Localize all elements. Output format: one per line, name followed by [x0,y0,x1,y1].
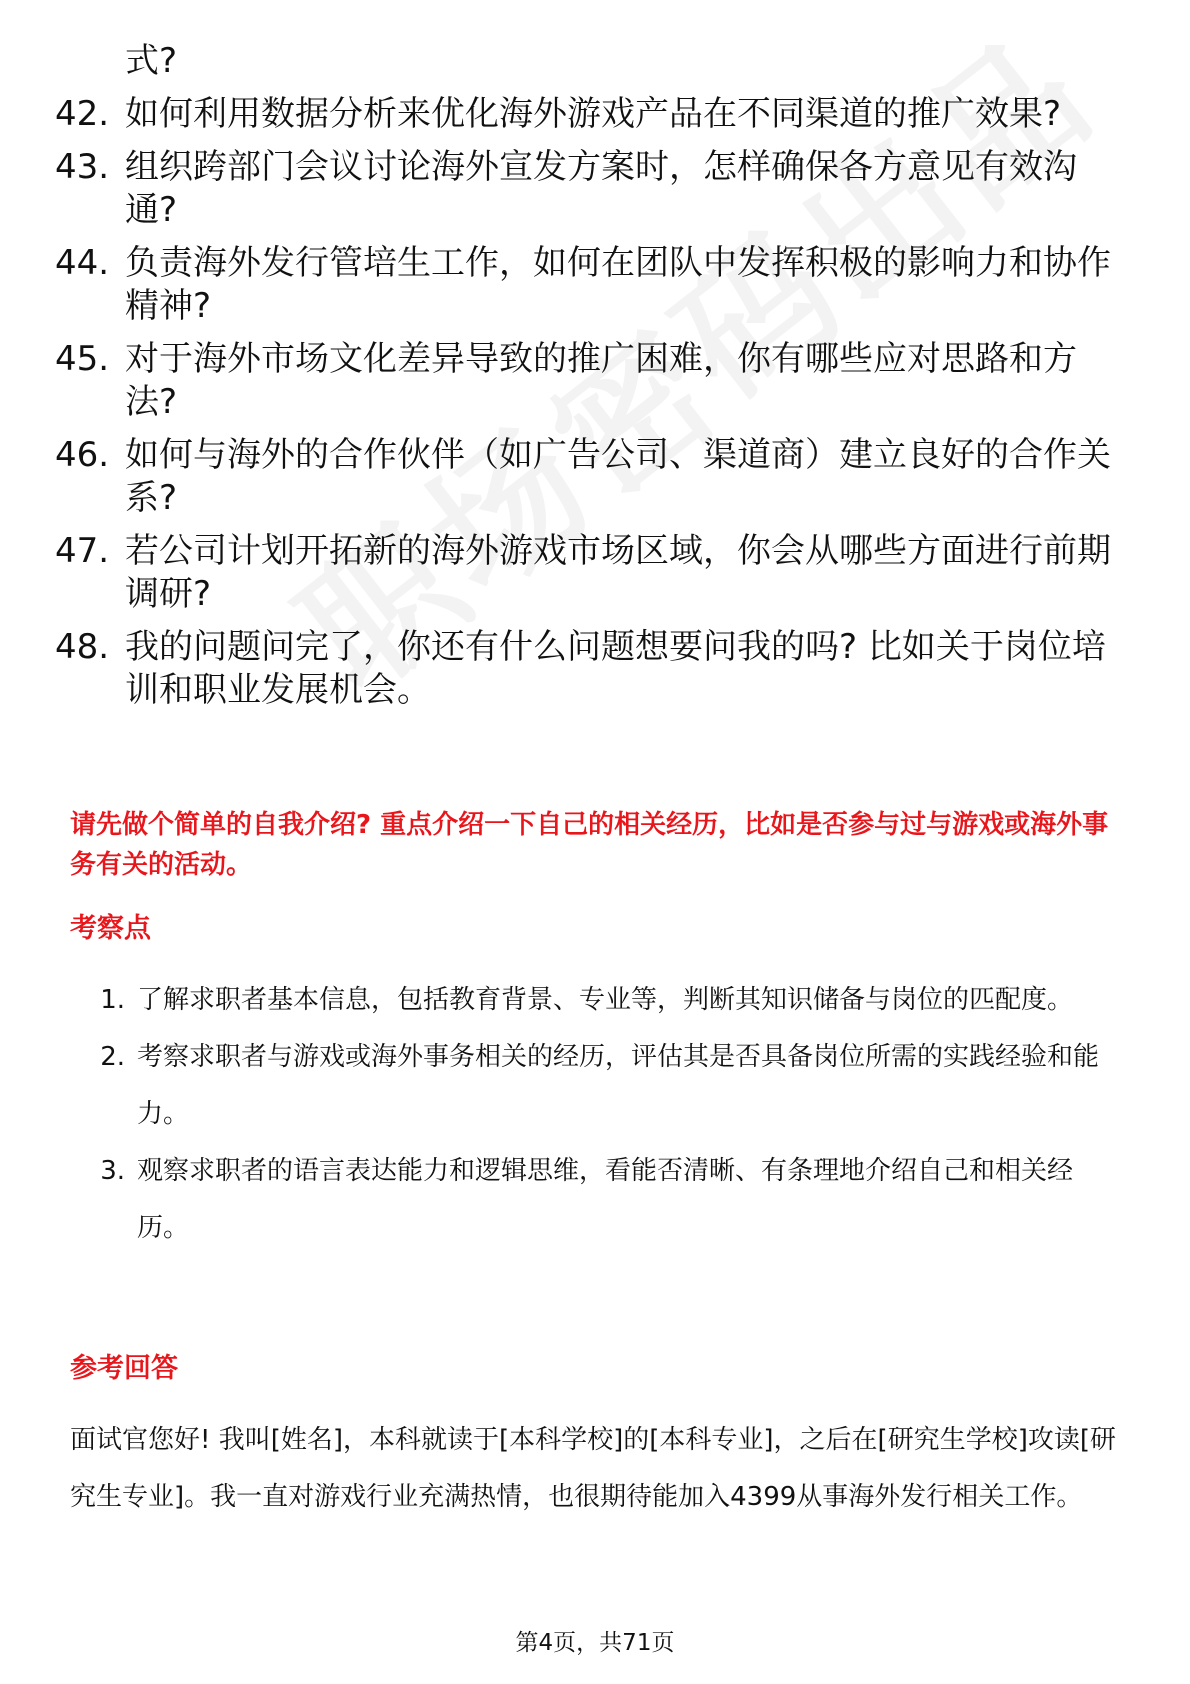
question-number: 42. [55,94,110,134]
page-footer: 第4页，共71页 [515,1630,675,1656]
point-text: 了解求职者基本信息，包括教育背景、专业等，判断其知识储备与岗位的匹配度。 [137,985,1074,1015]
question-text: 如何利用数据分析来优化海外游戏产品在不同渠道的推广效果? [125,94,1062,134]
point-number: 2. [100,1042,125,1072]
highlight-question: 请先做个简单的自我介绍? 重点介绍一下自己的相关经历，比如是否参与过与游戏或海外事务有关的活动。 [70,810,1109,880]
point-number: 3. [100,1156,125,1186]
question-number: 47. [55,531,110,571]
point-item [70,1029,1120,1143]
point-number: 1. [100,985,125,1015]
question-item [55,242,1115,328]
question-number: 46. [55,435,110,475]
point-text: 考察求职者与游戏或海外事务相关的经历，评估其是否具备岗位所需的实践经验和能力。 [137,1042,1100,1129]
question-list [55,40,1115,722]
point-item [70,1143,1120,1257]
question-item [55,146,1115,232]
question-number: 44. [55,243,110,283]
point-item [70,972,1120,1029]
question-text: 负责海外发行管培生工作，如何在团队中发挥积极的影响力和协作精神? [125,243,1111,326]
section-title-answer: 参考回答 [70,1353,178,1384]
question-number: 45. [55,339,110,379]
question-item [55,338,1115,424]
question-number: 48. [55,627,110,667]
answer-paragraph: 面试官您好! 我叫[姓名]，本科就读于[本科学校]的[本科专业]，之后在[研究生学校]攻读[研究生专业]。我一直对游戏行业充满热情，也很期待能加入4399从事海外发行相关工作。 [70,1425,1116,1512]
question-text: 对于海外市场文化差异导致的推广困难，你有哪些应对思路和方法? [125,339,1077,422]
points-list [70,972,1120,1257]
question-text: 我的问题问完了，你还有什么问题想要问我的吗? 比如关于岗位培训和职业发展机会。 [125,627,1106,710]
question-number: 43. [55,147,110,187]
question-item [55,434,1115,520]
question-text: 组织跨部门会议讨论海外宣发方案时，怎样确保各方意见有效沟通? [125,147,1077,230]
question-continuation [55,40,1115,83]
question-text: 式? [125,41,178,81]
section-title-points: 考察点 [70,913,151,944]
question-item [55,530,1115,616]
point-text: 观察求职者的语言表达能力和逻辑思维，看能否清晰、有条理地介绍自己和相关经历。 [137,1156,1074,1243]
question-item [55,93,1115,136]
question-text: 若公司计划开拓新的海外游戏市场区域，你会从哪些方面进行前期调研? [125,531,1111,614]
question-item [55,626,1115,712]
question-text: 如何与海外的合作伙伴（如广告公司、渠道商）建立良好的合作关系? [125,435,1111,518]
